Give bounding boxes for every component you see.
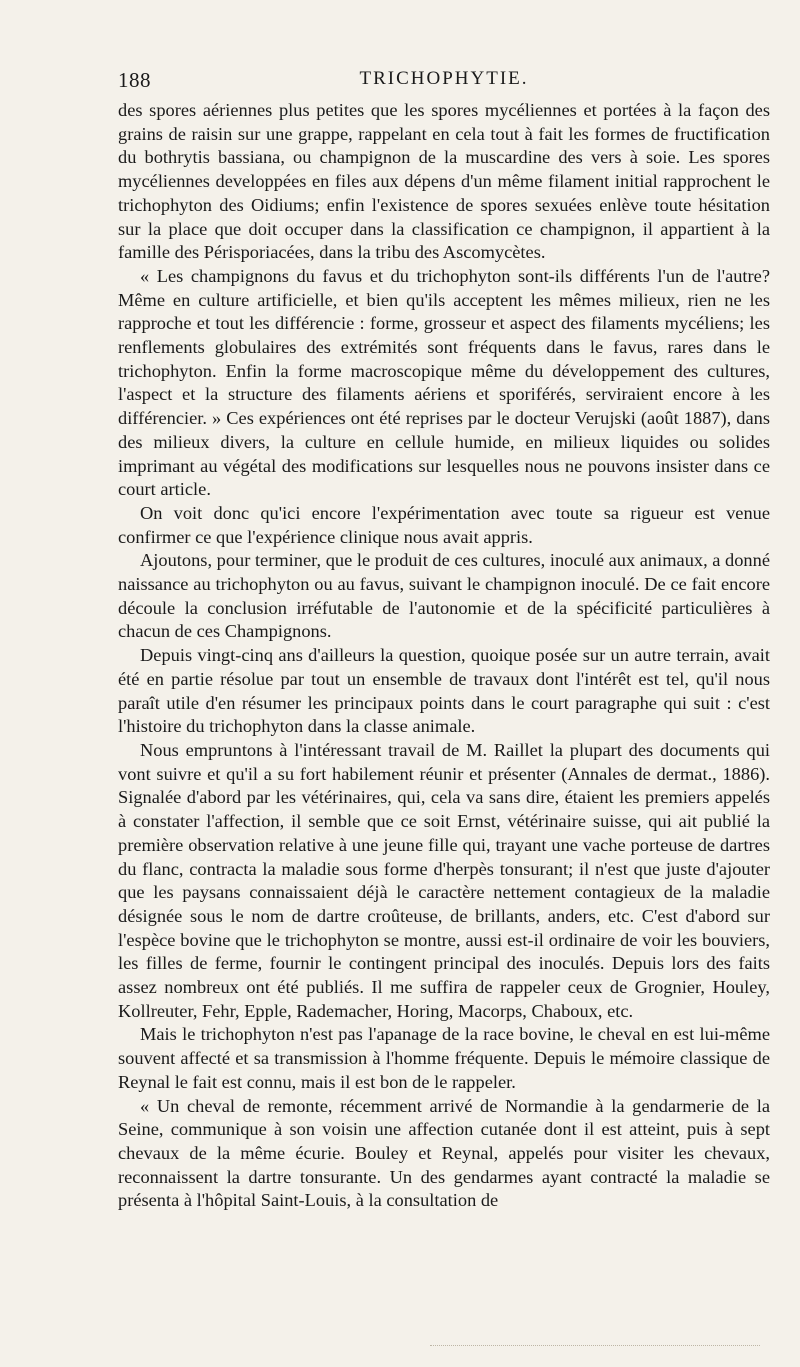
page-number: 188 [118,68,151,92]
paragraph: Depuis vingt-cinq ans d'ailleurs la question, quoique posée sur un autre terrain, avait été en partie résolue par tout un ensemble de travaux dont l'intérêt est tel, qu'il nous paraît utile d'en résumer les principaux points dans le court paragraphe qui suit : c'est l'histoire du trichophyton dans la classe animale. [118,645,770,737]
running-head: TRICHOPHYTIE. [359,68,529,89]
paragraph: « Un cheval de remonte, récemment arrivé de Normandie à la gendarmerie de la Seine, communique à son voisin une affection cutanée dont il est atteint, puis à sept chevaux de la même écurie. Bouley et Reynal, appelés pour visiter les chevaux, reconnaissent la dartre tonsurante. Un des gendarmes ayant contracté la maladie se présenta à l'hôpital Saint-Louis, à la consultation de [118,1095,770,1211]
paragraph: Mais le trichophyton n'est pas l'apanage de la race bovine, le cheval en est lui-même souvent affecté et sa transmission à l'homme fréquente. Depuis le mémoire classique de Reynal le fait est connu, mais il est bon de le rappeler. [118,1024,770,1092]
paragraph: Nous empruntons à l'intéressant travail de M. Raillet la plupart des documents qui vont suivre et qu'il a su fort habilement réunir et présenter (Annales de dermat., 1886). Signalée d'abord par les vétérinaires, qui, cela va sans dire, étaient les premiers appelés à constater l'affection, il semble que ce soit Ernst, vétérinaire suisse, qui ait publié la première observation relative à une jeune fille qui, trayant une vache porteuse de dartres du flanc, contracta la maladie sous forme d'herpès tonsurant; il n'est que juste d'ajouter que les paysans connaissaient déjà le caractère nettement contagieux de la maladie désignée sous le nom de dartre croûteuse, de brillants, anders, etc. C'est d'abord sur l'espèce bovine que le trichophyton se montre, aussi est-il ordinaire de voir les bouviers, les filles de ferme, fournir le contingent principal des inoculés. Depuis lors des faits assez nombreux ont été publiés. Il me suffira de rappeler ceux de Grognier, Houley, Kollreuter, Fehr, Epple, Rademacher, Horing, Macorps, Chaboux, etc. [118,739,770,1021]
paragraph: Ajoutons, pour terminer, que le produit de ces cultures, inoculé aux animaux, a donné naissance au trichophyton ou au favus, suivant le champignon inoculé. De ce fait encore découle la conclusion irréfutable de l'autonomie et de la spécificité particulières à chacun de ces Champignons. [118,550,770,642]
paragraph: des spores aériennes plus petites que les spores mycéliennes et portées à la façon des grains de raisin sur une grappe, rappelant en cela tout à fait les formes de fructification du bothrytis bassiana, ou champignon de la muscardine des vers à soie. Les spores mycéliennes developpées en files aux dépens d'un même filament initial rapprochent le trichophyton des Oidiums; enfin l'existence de spores sexuées enlève toute hésitation sur la place que doit occuper dans la classification ce champignon, il appartient à la famille des Périsporiacées, dans la tribu des Ascomycètes. [118,100,770,263]
footer-rule [430,1345,760,1348]
paragraph: « Les champignons du favus et du trichophyton sont-ils différents l'un de l'autre? Même en culture artificielle, et bien qu'ils acceptent les mêmes milieux, rien ne les rapproche et tout les différencie : forme, grosseur et aspect des filaments mycéliens; les renflements globulaires des extrémités sont fréquents dans le favus, rares dans le trichophyton. Enfin la forme macroscopique même du développement des cultures, l'aspect et la structure des filaments aériens et sporiférés, serviraient encore à les différencier. » Ces expériences ont été reprises par le docteur Verujski (août 1887), dans des milieux divers, la culture en cellule humide, en milieux liquides ou solides imprimant au végétal des modifications sur lesquelles nous ne pouvons insister dans ce court article. [118,265,770,500]
paragraph: On voit donc qu'ici encore l'expérimentation avec toute sa rigueur est venue confirmer ce que l'expérience clinique nous avait appris. [118,502,770,547]
body-text [118,99,770,1213]
page-header [118,68,770,98]
